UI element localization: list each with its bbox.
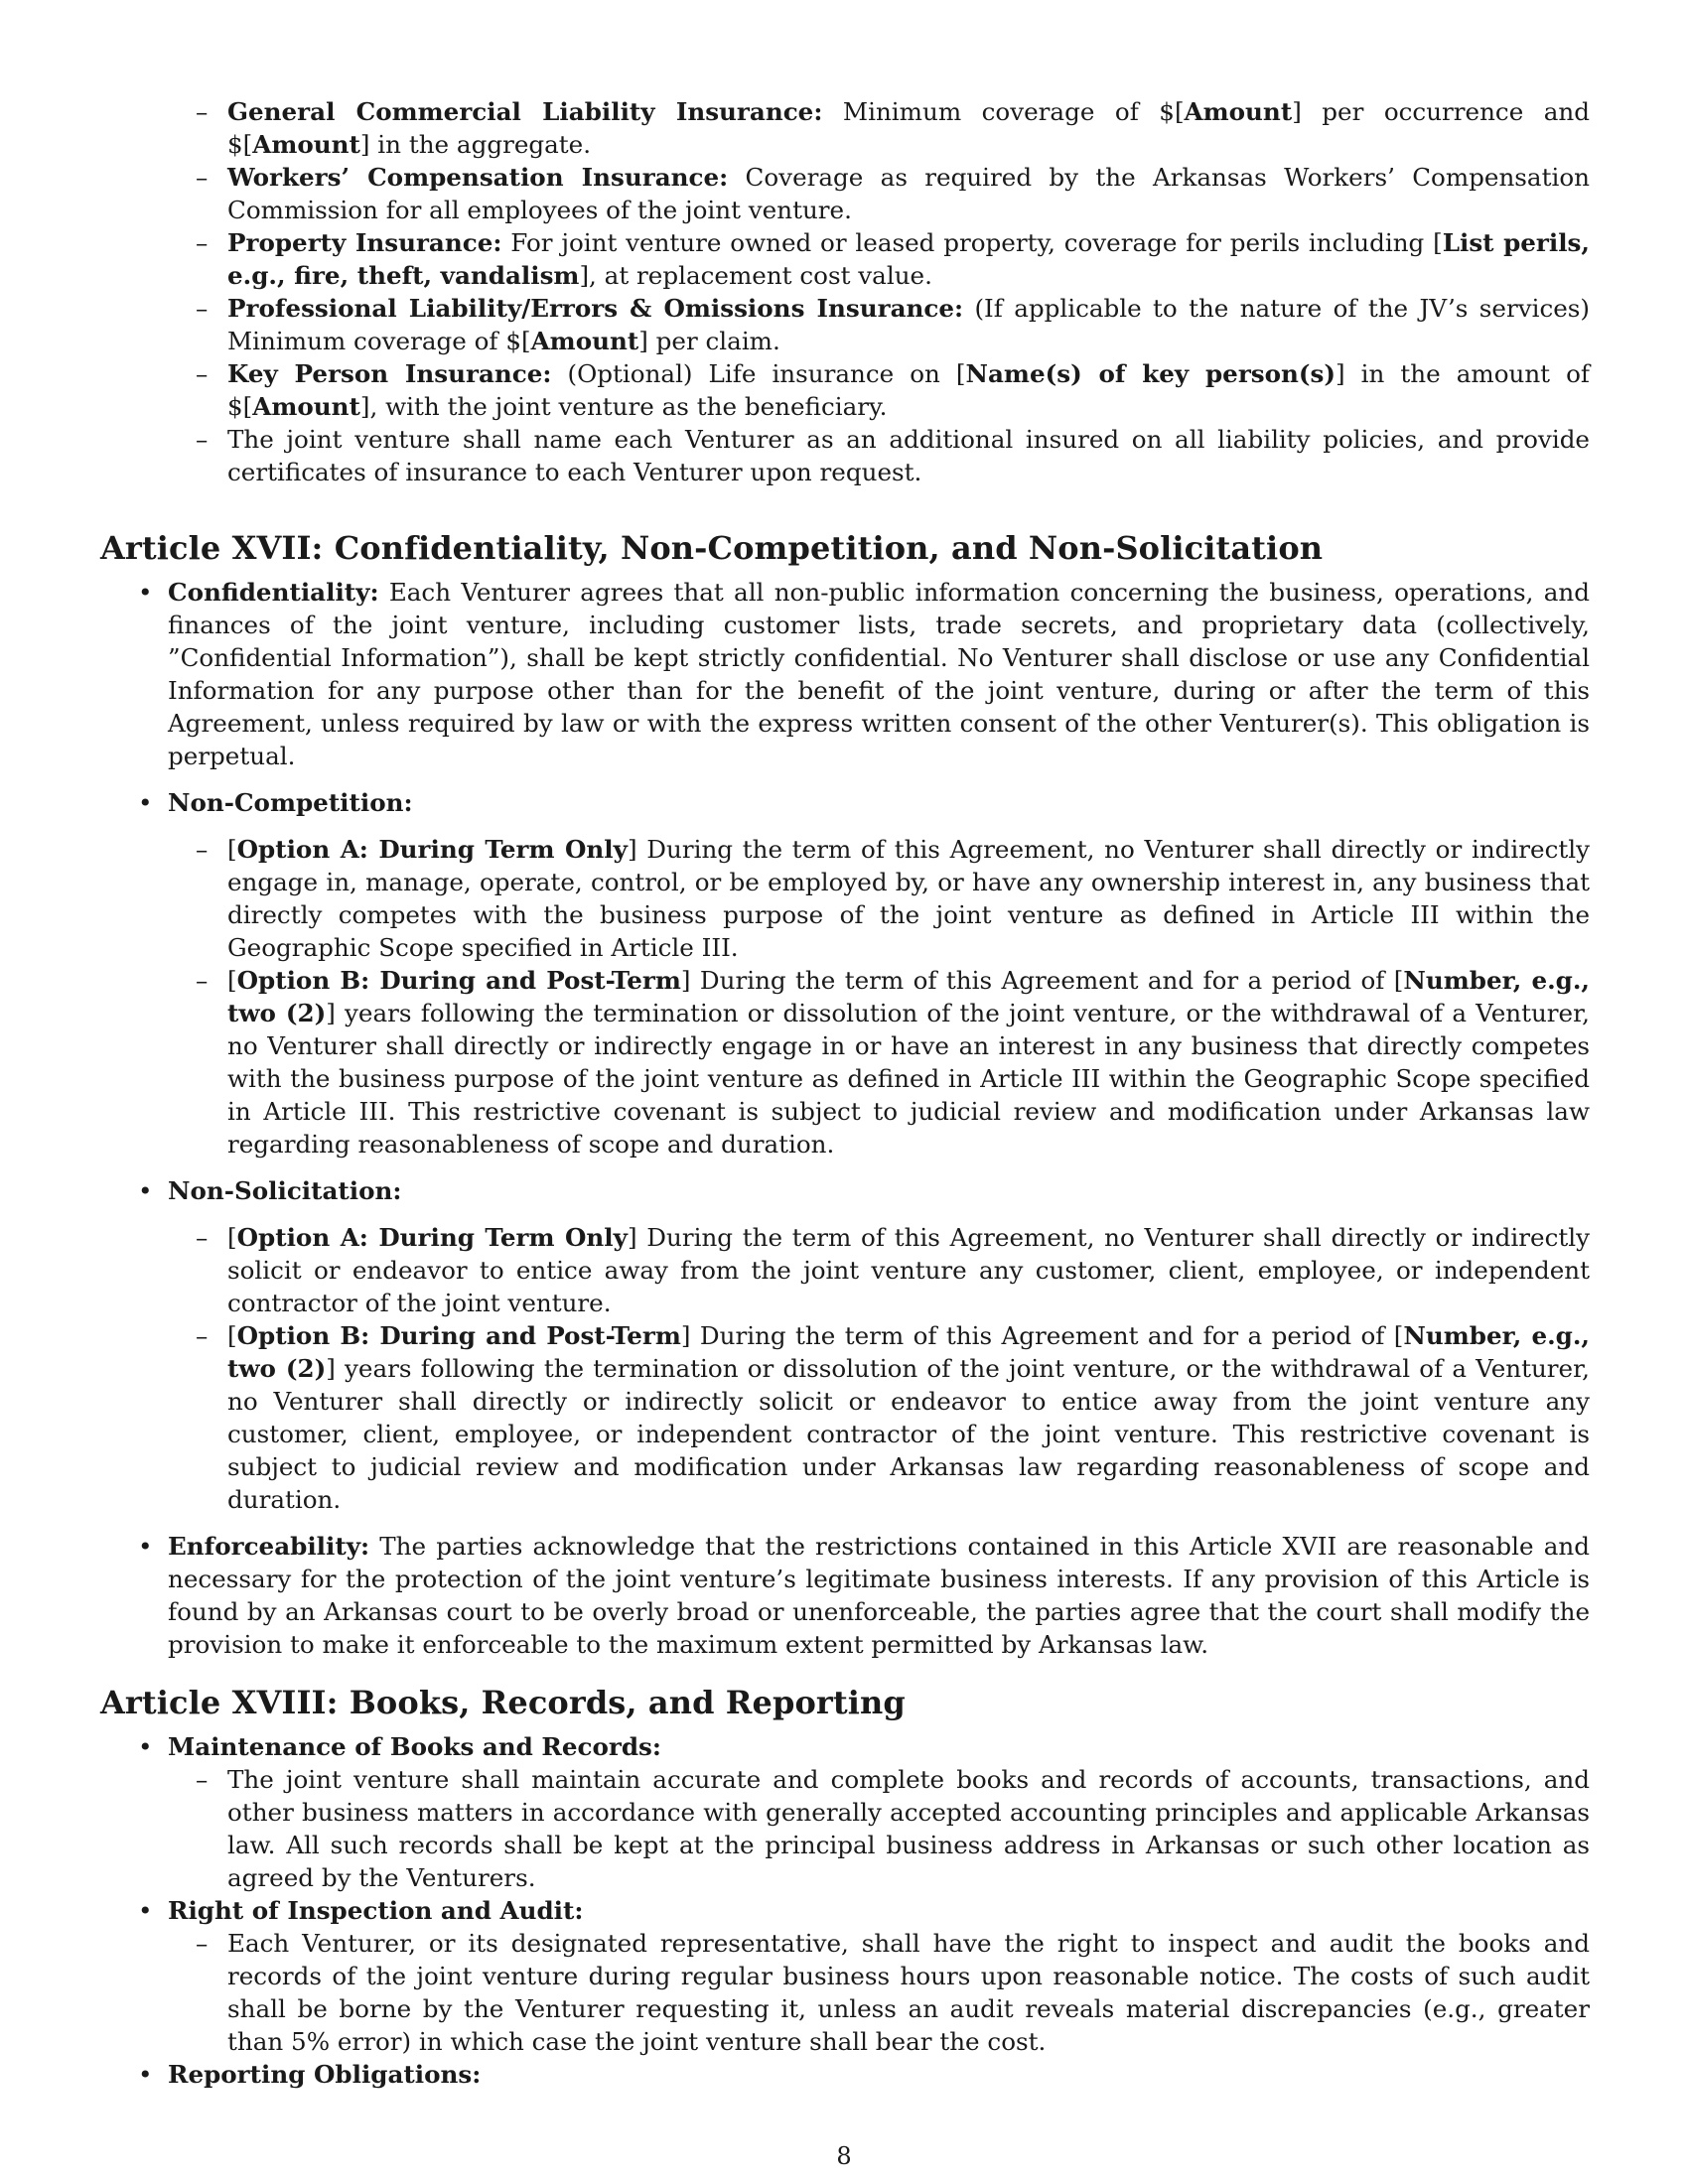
article-17-list: [100, 576, 1590, 1661]
reporting-label: Reporting Obligations:: [168, 2060, 482, 2089]
option-item: – [Option A: During Term Only] During the term of this Agreement, no Venturer shall directly or indirectly engage in, manage, operate, control, or be employed by, or have any ownership interest in, any business that directly competes with the business purpose of the joint venture as defined in Article III within the Geographic Scope specified in Article III.: [227, 833, 1590, 964]
insurance-item: – General Commercial Liability Insurance: Minimum coverage of $[Amount] per occurrence and $[Amount] in the aggregate.: [227, 95, 1590, 161]
page-number: 8: [836, 2142, 852, 2170]
insurance-list: [100, 95, 1590, 488]
non-competition-label: Non-Competition:: [168, 788, 413, 817]
inspection-text: – Each Venturer, or its designated representative, shall have the right to inspect and audit the books and records of the joint venture during regular business hours upon reasonable notice. The costs of such audit shall be borne by the Venturer requesting it, unless an audit reveals material discrepancies (e.g., greater than 5% error) in which case the joint venture shall bear the cost.: [227, 1927, 1590, 2058]
article-18-list: [100, 1730, 1590, 2091]
confidentiality-clause: • Confidentiality: Each Venturer agrees that all non-public information concerning the business, operations, and finances of the joint venture, including customer lists, trade secrets, and proprietary data (collectively, ”Confidential Information”), shall be kept strictly confidential. No Venturer shall disclose or use any Confidential Information for any purpose other than for the benefit of the joint venture, during or after the term of this Agreement, unless required by law or with the express written consent of the other Venturer(s). This obligation is perpetual.: [168, 576, 1590, 772]
books-records-text: – The joint venture shall maintain accurate and complete books and records of accounts, transactions, and other business matters in accordance with generally accepted accounting principles and applicable Arkansas law. All such records shall be kept at the principal business address in Arkansas or such other location as agreed by the Venturers.: [227, 1763, 1590, 1894]
books-records-sublist: [168, 1763, 1590, 1894]
option-item: – [Option B: During and Post-Term] During the term of this Agreement and for a period of [Number, e.g., two (2)] years following the termination or dissolution of the joint venture, or the withdrawal of a Venturer, no Venturer shall directly or indirectly engage in or have an interest in any business that directly competes with the business purpose of the joint venture as defined in Article III within the Geographic Scope specified in Article III. This restrictive covenant is subject to judicial review and modification under Arkansas law regarding reasonableness of scope and duration.: [227, 964, 1590, 1160]
reporting-clause: [168, 2058, 1590, 2091]
non-solicitation-options: [168, 1221, 1590, 1516]
non-competition-clause: [168, 786, 1590, 1160]
enforceability-clause: • Enforceability: The parties acknowledge that the restrictions contained in this Article XVII are reasonable and necessary for the protection of the joint venture’s legitimate business interests. If any provision of this Article is found by an Arkansas court to be overly broad or unenforceable, the parties agree that the court shall modify the provision to make it enforceable to the maximum extent permitted by Arkansas law.: [168, 1530, 1590, 1661]
books-records-label: Maintenance of Books and Records:: [168, 1732, 661, 1761]
non-solicitation-label: Non-Solicitation:: [168, 1176, 402, 1205]
inspection-label: Right of Inspection and Audit:: [168, 1896, 584, 1925]
article-17-heading: Article XVII: Confidentiality, Non-Competition, and Non-Solicitation: [100, 529, 1324, 567]
insurance-item: – Property Insurance: For joint venture owned or leased property, coverage for perils including [List perils, e.g., fire, theft, vandalism], at replacement cost value.: [227, 226, 1590, 292]
document-page: [100, 95, 1590, 2091]
article-18-heading: Article XVIII: Books, Records, and Reporting: [100, 1684, 906, 1721]
insurance-item: – Key Person Insurance: (Optional) Life insurance on [Name(s) of key person(s)] in the amount of $[Amount], with the joint venture as the beneficiary.: [227, 357, 1590, 423]
option-item: – [Option A: During Term Only] During the term of this Agreement, no Venturer shall directly or indirectly solicit or endeavor to entice away from the joint venture any customer, client, employee, or independent contractor of the joint venture.: [227, 1221, 1590, 1319]
option-item: – [Option B: During and Post-Term] During the term of this Agreement and for a period of [Number, e.g., two (2)] years following the termination or dissolution of the joint venture, or the withdrawal of a Venturer, no Venturer shall directly or indirectly solicit or endeavor to entice away from the joint venture any customer, client, employee, or independent contractor of the joint venture. This restrictive covenant is subject to judicial review and modification under Arkansas law regarding reasonableness of scope and duration.: [227, 1319, 1590, 1516]
non-competition-options: [168, 833, 1590, 1160]
insurance-item: – The joint venture shall name each Venturer as an additional insured on all liability policies, and provide certificates of insurance to each Venturer upon request.: [227, 423, 1590, 488]
inspection-sublist: [168, 1927, 1590, 2058]
books-records-clause: [168, 1730, 1590, 1894]
inspection-clause: [168, 1894, 1590, 2058]
insurance-item: – Workers’ Compensation Insurance: Coverage as required by the Arkansas Workers’ Compensation Commission for all employees of the joint venture.: [227, 161, 1590, 226]
insurance-item: – Professional Liability/Errors & Omissions Insurance: (If applicable to the nature of the JV’s services) Minimum coverage of $[Amount] per claim.: [227, 292, 1590, 357]
non-solicitation-clause: [168, 1174, 1590, 1516]
